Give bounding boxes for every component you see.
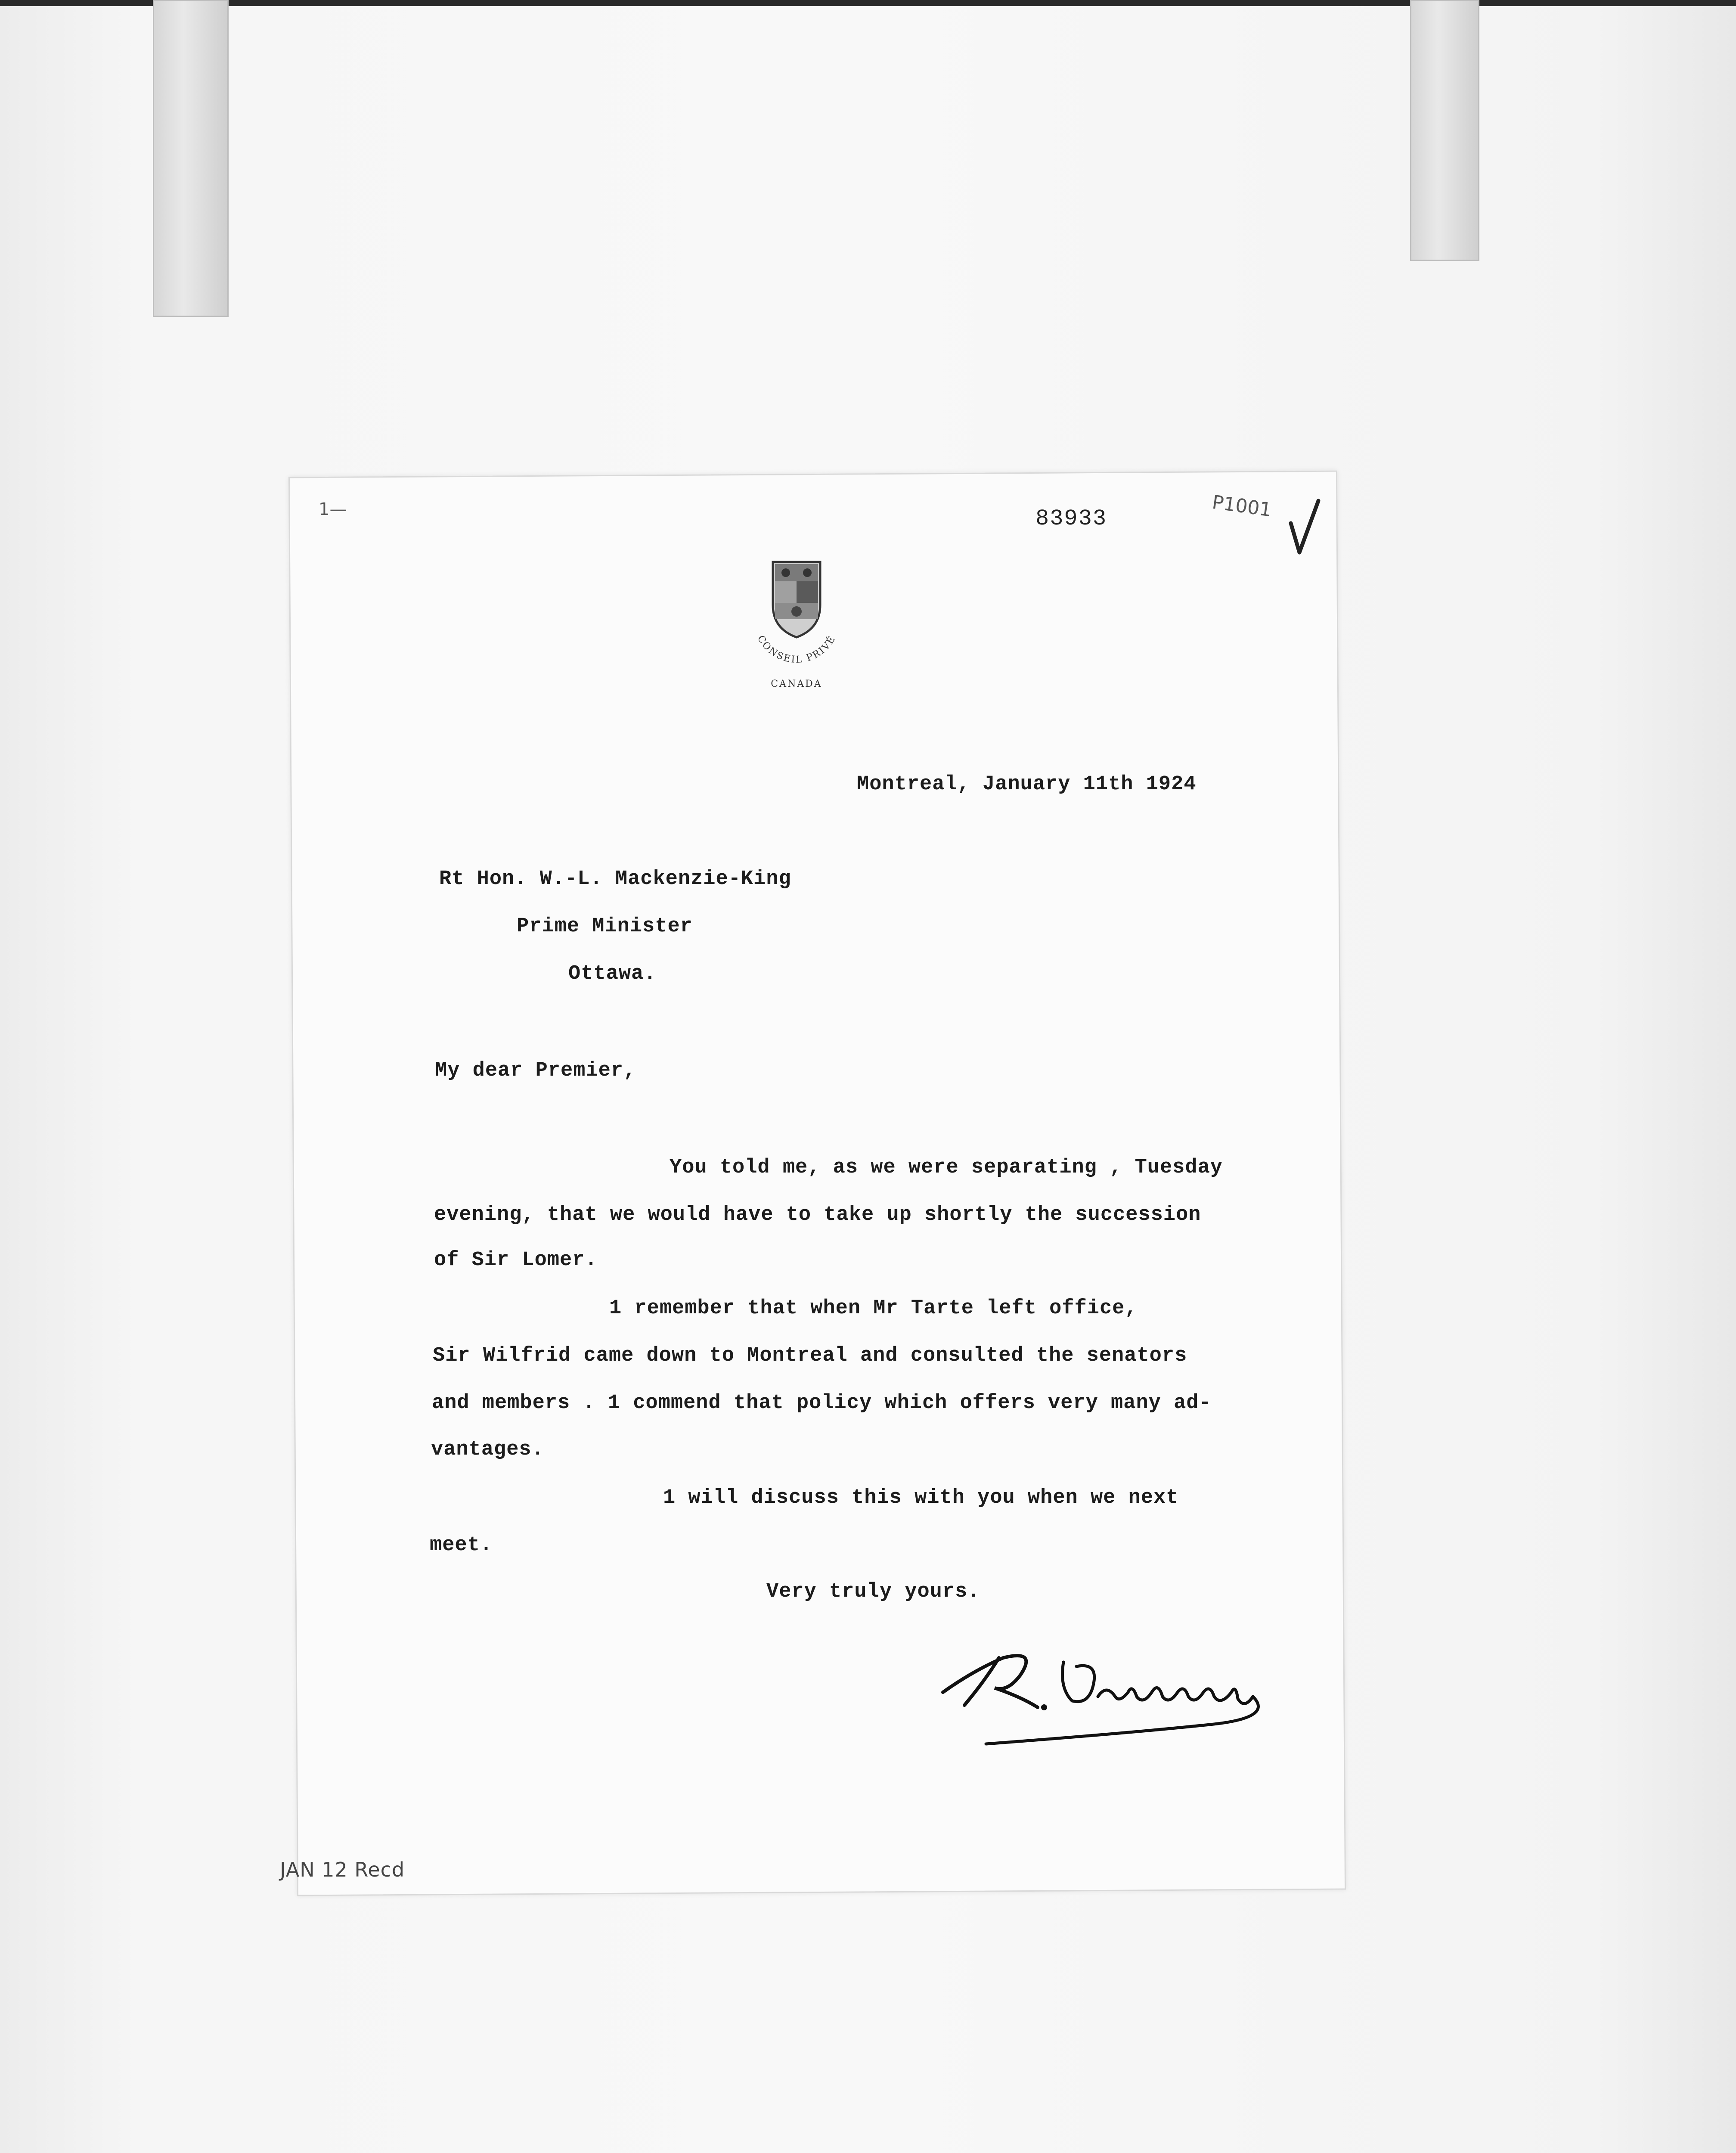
body-line: evening, that we would have to take up shortly the succession <box>434 1204 1201 1226</box>
privy-council-crest <box>732 553 861 695</box>
body-line: and members . 1 commend that policy which offers very many ad- <box>432 1392 1212 1415</box>
signature <box>934 1632 1287 1757</box>
received-stamp: JAN 12 Recd <box>280 1858 405 1881</box>
document-number: 83933 <box>1035 506 1107 531</box>
body-line: of Sir Lomer. <box>434 1249 598 1272</box>
date-line: Montreal, January 11th 1924 <box>857 773 1197 796</box>
body-line: Sir Wilfrid came down to Montreal and consulted the senators <box>433 1344 1187 1367</box>
salutation: My dear Premier, <box>435 1059 636 1082</box>
letterhead-bottom-text: CANADA <box>771 679 822 689</box>
coat-of-arms-icon <box>773 562 820 637</box>
body-line: You told me, as we were separating , Tuesday <box>670 1156 1223 1179</box>
body-line: meet. <box>430 1534 493 1557</box>
tape-strip-top-right <box>1410 0 1479 261</box>
check-mark-icon <box>1287 497 1322 558</box>
letterhead-top-text: CONSEIL PRIVÉ <box>755 633 838 666</box>
body-line: vantages. <box>431 1438 544 1461</box>
recipient-city: Ottawa. <box>568 962 657 985</box>
pencil-note-top-right: P1001 <box>1211 491 1273 521</box>
tape-strip-top-left <box>153 0 229 317</box>
recipient-name: Rt Hon. W.-L. Mackenzie-King <box>439 868 791 890</box>
closing: Very truly yours. <box>766 1580 980 1603</box>
body-line: 1 will discuss this with you when we next <box>663 1486 1179 1509</box>
body-line: 1 remember that when Mr Tarte left office, <box>609 1297 1138 1320</box>
pencil-note-top-left: 1— <box>319 499 347 519</box>
recipient-title: Prime Minister <box>517 915 693 938</box>
